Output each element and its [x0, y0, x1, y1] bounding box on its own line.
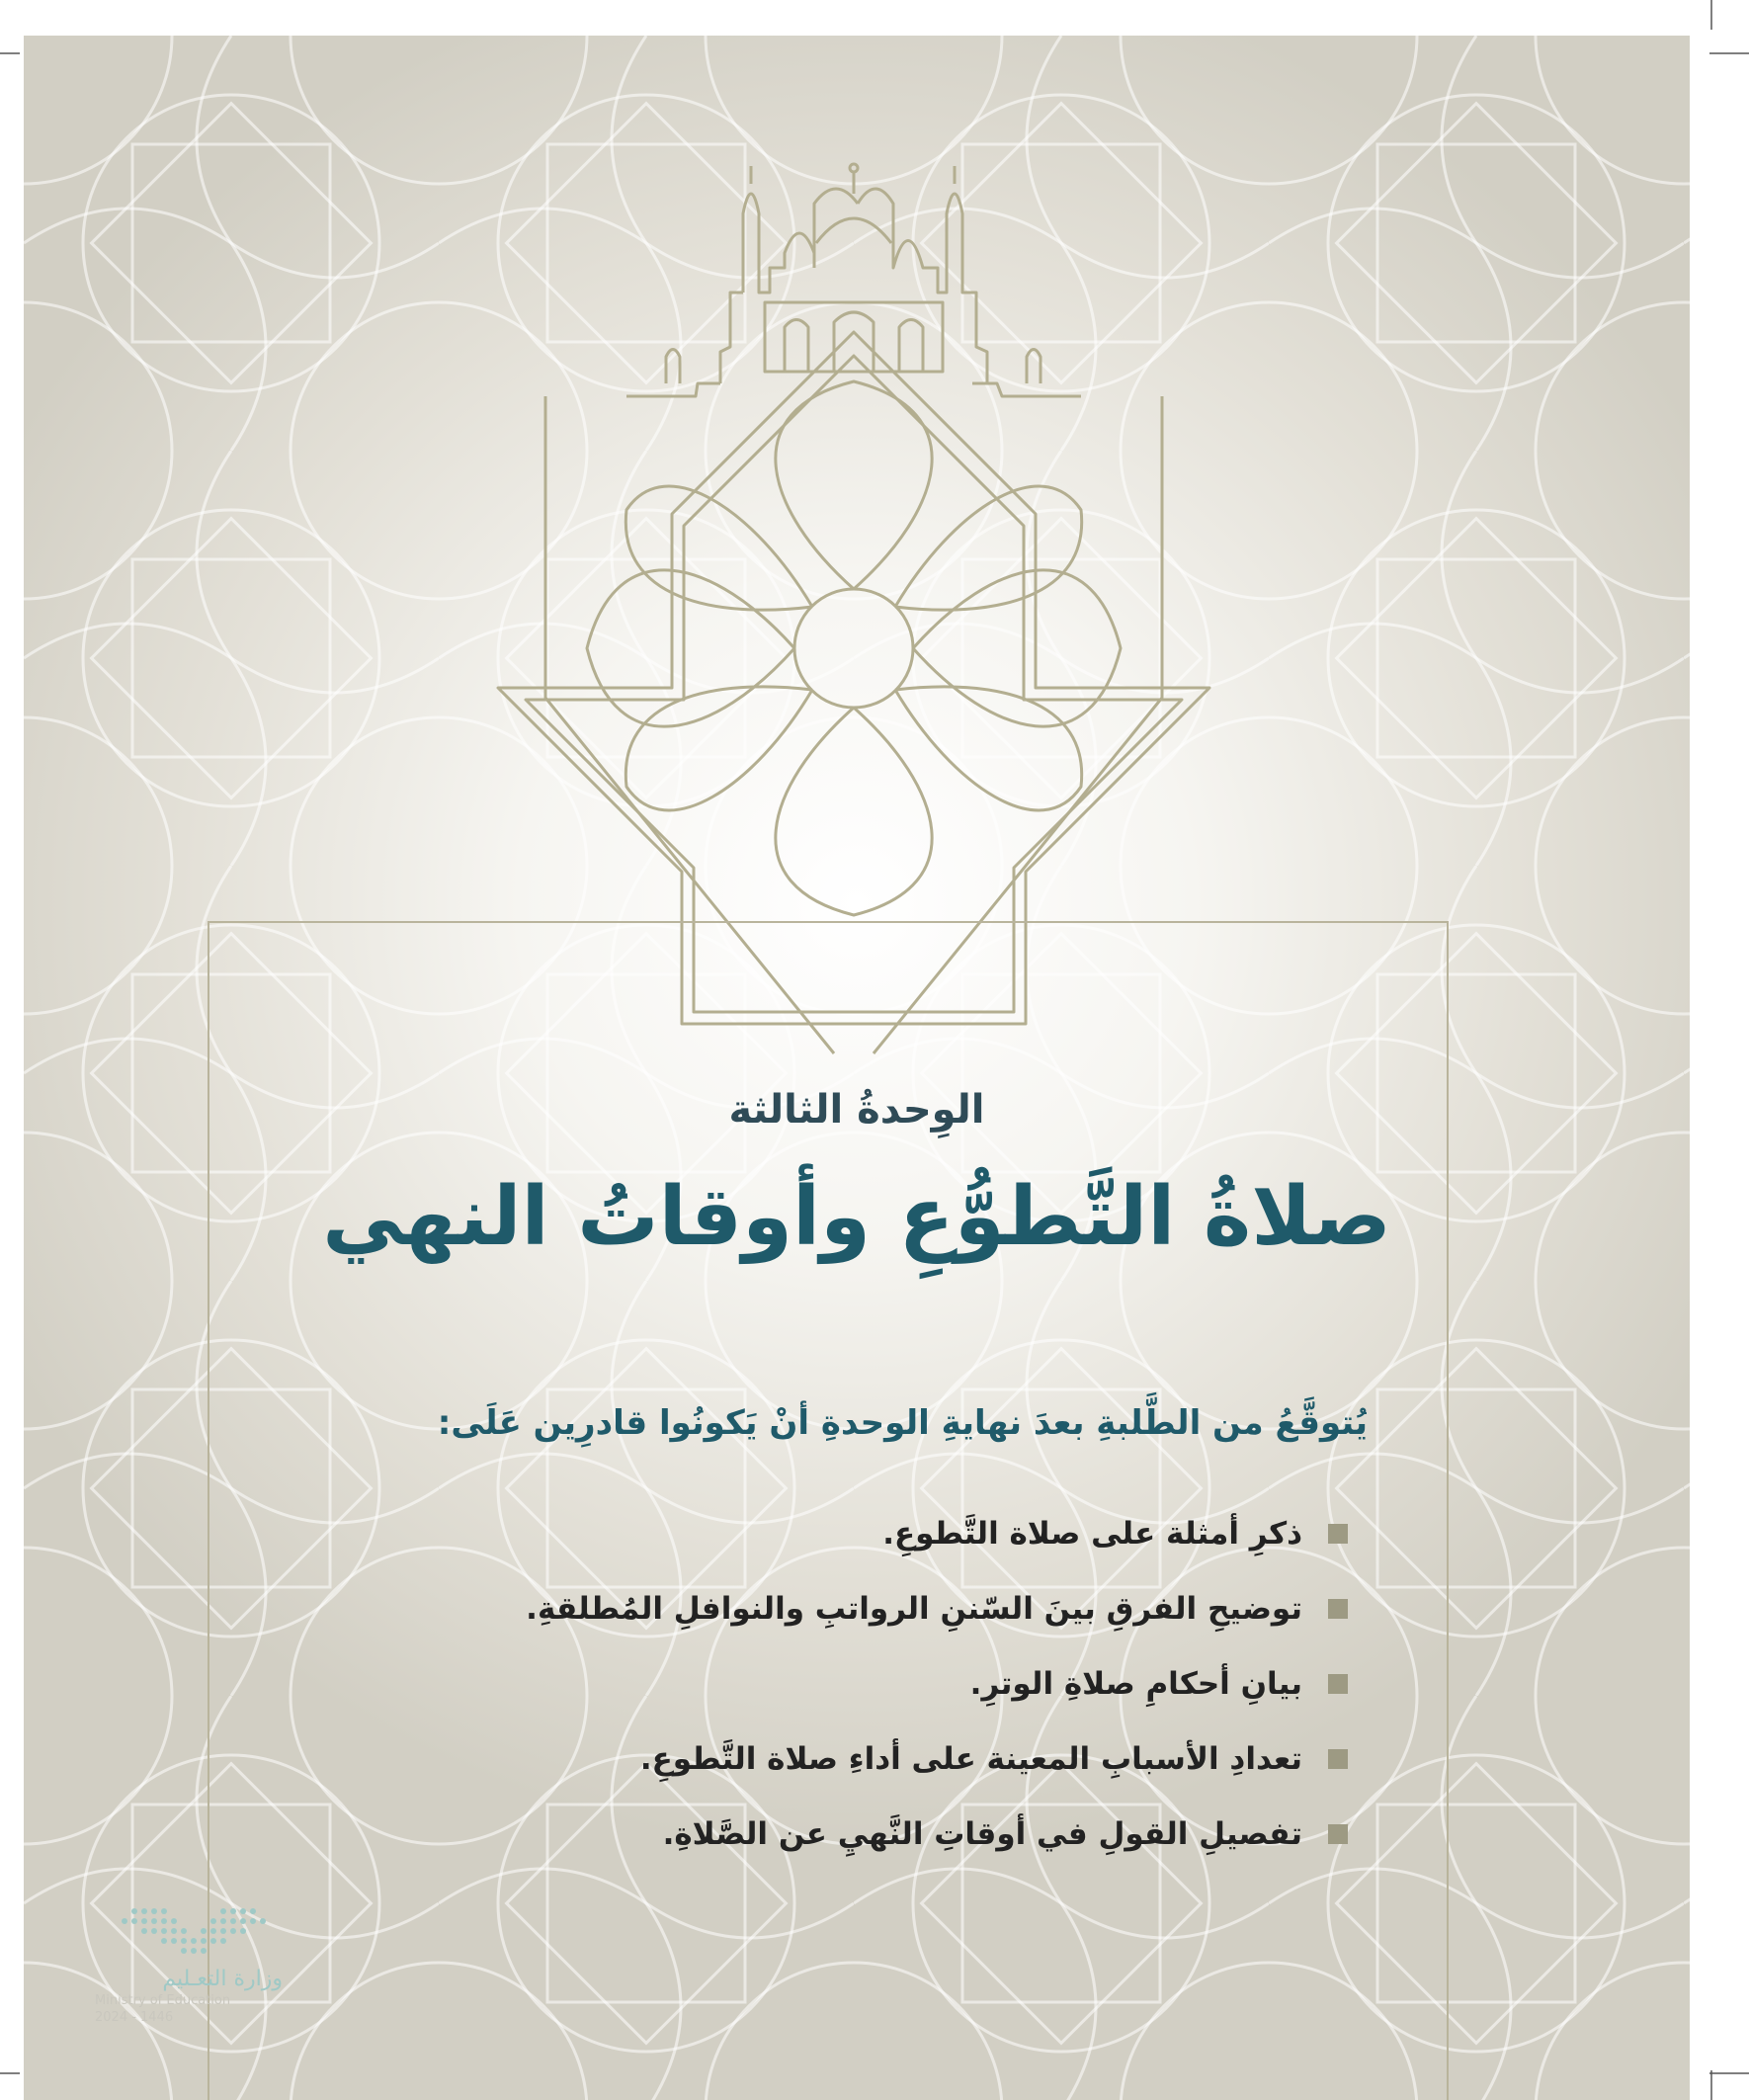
objective-text: بيانِ أحكامِ صلاةِ الوترِ.: [969, 1666, 1302, 1702]
cover-panel: [24, 36, 1690, 2100]
ministry-logo-icon: [95, 1901, 292, 1961]
objectives-list: [261, 1496, 1348, 1872]
square-bullet-icon: [1328, 1824, 1348, 1844]
list-item: [261, 1571, 1348, 1646]
edition-year: 2024 - 1446: [95, 2010, 174, 2025]
ministry-logo: [95, 1901, 292, 2059]
square-bullet-icon: [1328, 1599, 1348, 1619]
objective-text: تفصيلِ القولِ في أوقاتِ النَّهيِ عن الصَّلاةِ.: [662, 1816, 1302, 1852]
unit-title: صلاةُ التَّطوُّعِ وأوقاتُ النهي: [322, 1170, 1391, 1264]
ministry-name-arabic: وزارة التعـليم: [162, 1967, 283, 1991]
list-item: [261, 1797, 1348, 1872]
learning-objectives-intro: يُتوقَّعُ من الطَّلبةِ بعدَ نهايةِ الوحدةِ أنْ يَكونُوا قادرِين عَلَى:: [437, 1403, 1368, 1443]
ministry-name-english: Ministry of Education: [95, 1993, 231, 2008]
objective-text: تعدادِ الأسبابِ المعينة على أداءِ صلاة التَّطوعِ.: [639, 1741, 1302, 1777]
square-bullet-icon: [1328, 1749, 1348, 1769]
objective-text: توضيحِ الفرقِ بينَ السّننِ الرواتبِ والنوافلِ المُطلقةِ.: [526, 1591, 1302, 1627]
objective-text: ذكرِ أمثلة على صلاة التَّطوعِ.: [882, 1516, 1302, 1552]
list-item: [261, 1496, 1348, 1571]
square-bullet-icon: [1328, 1524, 1348, 1544]
list-item: [261, 1646, 1348, 1722]
mosque-skyline-icon: [626, 164, 1081, 396]
square-bullet-icon: [1328, 1674, 1348, 1694]
list-item: [261, 1722, 1348, 1797]
unit-number: الوِحدةُ الثالثة: [728, 1087, 985, 1133]
